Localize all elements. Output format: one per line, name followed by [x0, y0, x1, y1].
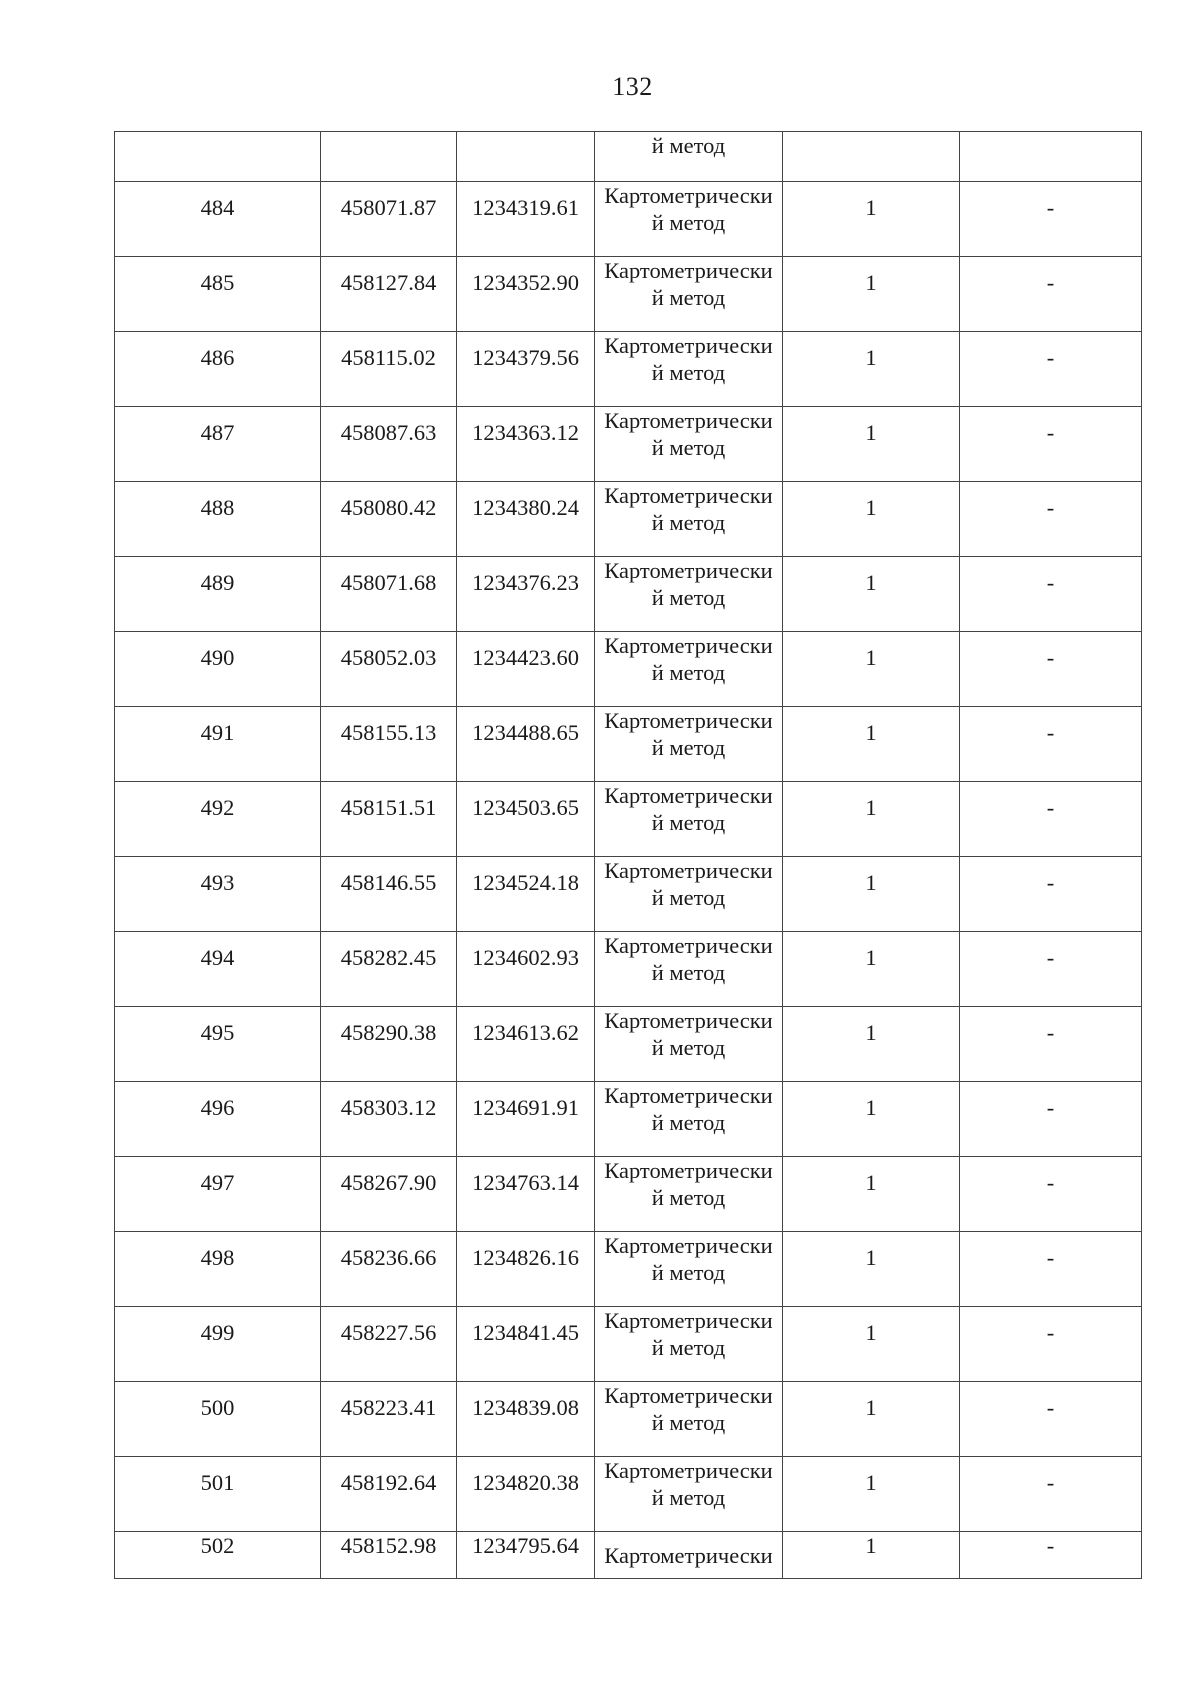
cell-note: - [960, 1382, 1142, 1457]
cell-method [595, 932, 783, 1007]
cell-y: 1234691.91 [457, 1082, 595, 1157]
table-row [115, 1307, 1142, 1382]
method-line-1: Картометрически [604, 1083, 773, 1108]
cell-method [595, 1007, 783, 1082]
method-line-2: й метод [651, 585, 726, 610]
cell-y: 1234839.08 [457, 1382, 595, 1457]
method-line-2: й метод [651, 210, 726, 235]
cell-method [595, 482, 783, 557]
cell-y: 1234524.18 [457, 857, 595, 932]
cell-y: 1234503.65 [457, 782, 595, 857]
cell-accuracy: 1 [783, 1532, 960, 1579]
table-row [115, 332, 1142, 407]
method-line-1: Картометрически [604, 1158, 773, 1183]
cell-note: - [960, 332, 1142, 407]
table-row [115, 632, 1142, 707]
cell-method [595, 632, 783, 707]
cell-x: 458152.98 [321, 1532, 457, 1579]
cell-note: - [960, 707, 1142, 782]
cell-note: - [960, 632, 1142, 707]
method-line-2: й метод [651, 1485, 726, 1510]
method-line-1: Картометрически [604, 1233, 773, 1258]
cell-point: 488 [115, 482, 321, 557]
cell-y [457, 132, 595, 182]
cell-y: 1234602.93 [457, 932, 595, 1007]
cell-x: 458155.13 [321, 707, 457, 782]
cell-y: 1234795.64 [457, 1532, 595, 1579]
cell-accuracy: 1 [783, 1082, 960, 1157]
table-body [115, 132, 1142, 1579]
table-row [115, 407, 1142, 482]
cell-x: 458071.68 [321, 557, 457, 632]
cell-note: - [960, 1457, 1142, 1532]
cell-point: 502 [115, 1532, 321, 1579]
cell-method [595, 132, 783, 182]
cell-accuracy: 1 [783, 482, 960, 557]
cell-method [595, 1157, 783, 1232]
cell-point: 486 [115, 332, 321, 407]
table-row [115, 1232, 1142, 1307]
cell-accuracy: 1 [783, 857, 960, 932]
method-line-2: й метод [651, 1410, 726, 1435]
cell-method [595, 1232, 783, 1307]
cell-point: 496 [115, 1082, 321, 1157]
cell-point: 495 [115, 1007, 321, 1082]
cell-note: - [960, 1232, 1142, 1307]
cell-point: 493 [115, 857, 321, 932]
cell-note: - [960, 857, 1142, 932]
cell-method [595, 1307, 783, 1382]
cell-method [595, 782, 783, 857]
cell-point: 498 [115, 1232, 321, 1307]
cell-accuracy: 1 [783, 557, 960, 632]
table-row [115, 1457, 1142, 1532]
method-line-1: Картометрически [604, 708, 773, 733]
table-row [115, 257, 1142, 332]
cell-point: 490 [115, 632, 321, 707]
cell-point: 487 [115, 407, 321, 482]
table-row [115, 482, 1142, 557]
cell-y: 1234820.38 [457, 1457, 595, 1532]
method-line-1: Картометрически [604, 1008, 773, 1033]
method-line-2: й метод [651, 1035, 726, 1060]
cell-method [595, 1532, 783, 1579]
cell-note: - [960, 932, 1142, 1007]
cell-accuracy: 1 [783, 1307, 960, 1382]
cell-method [595, 257, 783, 332]
cell-x: 458146.55 [321, 857, 457, 932]
cell-accuracy: 1 [783, 407, 960, 482]
cell-accuracy: 1 [783, 1232, 960, 1307]
cell-method [595, 332, 783, 407]
method-line-1: Картометрически [604, 933, 773, 958]
cell-accuracy: 1 [783, 182, 960, 257]
cell-y: 1234763.14 [457, 1157, 595, 1232]
cell-accuracy: 1 [783, 632, 960, 707]
cell-accuracy: 1 [783, 1007, 960, 1082]
cell-method [595, 407, 783, 482]
method-line-1: Картометрически [604, 1543, 773, 1568]
cell-note: - [960, 1532, 1142, 1579]
cell-y: 1234423.60 [457, 632, 595, 707]
cell-accuracy: 1 [783, 1382, 960, 1457]
cell-x: 458303.12 [321, 1082, 457, 1157]
cell-point: 485 [115, 257, 321, 332]
cell-note: - [960, 1007, 1142, 1082]
cell-point: 494 [115, 932, 321, 1007]
method-line-2: й метод [651, 1185, 726, 1210]
cell-point: 499 [115, 1307, 321, 1382]
cell-y: 1234363.12 [457, 407, 595, 482]
method-line-1: Картометрически [604, 408, 773, 433]
cell-note: - [960, 257, 1142, 332]
cell-point: 484 [115, 182, 321, 257]
method-line-2: й метод [651, 960, 726, 985]
cell-point: 501 [115, 1457, 321, 1532]
method-line-1: Картометрически [604, 258, 773, 283]
cell-note: - [960, 782, 1142, 857]
method-line-1: Картометрически [604, 558, 773, 583]
method-line-2: й метод [651, 1335, 726, 1360]
cell-accuracy: 1 [783, 932, 960, 1007]
cell-point: 497 [115, 1157, 321, 1232]
method-line-1: Картометрически [604, 333, 773, 358]
cell-method [595, 1457, 783, 1532]
cell-note: - [960, 1157, 1142, 1232]
cell-y: 1234319.61 [457, 182, 595, 257]
method-line-2: й метод [651, 660, 726, 685]
page-number: 132 [612, 72, 653, 101]
cell-x: 458282.45 [321, 932, 457, 1007]
method-line-2: й метод [651, 810, 726, 835]
method-line-2: й метод [651, 1260, 726, 1285]
table-row [115, 782, 1142, 857]
cell-method [595, 557, 783, 632]
table-row-last [115, 1532, 1142, 1579]
cell-note [960, 132, 1142, 182]
method-line-1: Картометрически [604, 1308, 773, 1333]
cell-point: 492 [115, 782, 321, 857]
method-line-2: й метод [651, 885, 726, 910]
cell-x: 458227.56 [321, 1307, 457, 1382]
cell-y: 1234380.24 [457, 482, 595, 557]
cell-y: 1234376.23 [457, 557, 595, 632]
cell-note: - [960, 1307, 1142, 1382]
method-line-2: й метод [651, 510, 726, 535]
continued-row [115, 132, 1142, 182]
method-line-2: й метод [651, 735, 726, 760]
cell-y: 1234613.62 [457, 1007, 595, 1082]
method-line-1: Картометрически [604, 183, 773, 208]
method-line-2: й метод [651, 360, 726, 385]
table-row [115, 1082, 1142, 1157]
cell-point: 491 [115, 707, 321, 782]
table-row [115, 1382, 1142, 1457]
table-row [115, 1157, 1142, 1232]
cell-x: 458151.51 [321, 782, 457, 857]
cell-accuracy: 1 [783, 1157, 960, 1232]
method-line-2: й метод [651, 1110, 726, 1135]
cell-x: 458127.84 [321, 257, 457, 332]
cell-accuracy: 1 [783, 257, 960, 332]
method-line-1: Картометрически [604, 783, 773, 808]
cell-accuracy: 1 [783, 332, 960, 407]
cell-y: 1234379.56 [457, 332, 595, 407]
cell-accuracy [783, 132, 960, 182]
cell-note: - [960, 1082, 1142, 1157]
table-row [115, 182, 1142, 257]
cell-x: 458115.02 [321, 332, 457, 407]
method-tail-text: й метод [651, 133, 726, 158]
cell-method [595, 1082, 783, 1157]
cell-x [321, 132, 457, 182]
table-row [115, 1007, 1142, 1082]
cell-point: 500 [115, 1382, 321, 1457]
method-line-1: Картометрически [604, 633, 773, 658]
cell-note: - [960, 407, 1142, 482]
cell-x: 458236.66 [321, 1232, 457, 1307]
cell-accuracy: 1 [783, 707, 960, 782]
cell-point: 489 [115, 557, 321, 632]
cell-x: 458080.42 [321, 482, 457, 557]
method-line-1: Картометрически [604, 1458, 773, 1483]
cell-x: 458290.38 [321, 1007, 457, 1082]
cell-x: 458223.41 [321, 1382, 457, 1457]
cell-accuracy: 1 [783, 782, 960, 857]
cell-accuracy: 1 [783, 1457, 960, 1532]
cell-y: 1234488.65 [457, 707, 595, 782]
cell-y: 1234826.16 [457, 1232, 595, 1307]
cell-x: 458192.64 [321, 1457, 457, 1532]
cell-x: 458052.03 [321, 632, 457, 707]
cell-method [595, 707, 783, 782]
cell-x: 458071.87 [321, 182, 457, 257]
table-row [115, 557, 1142, 632]
method-line-1: Картометрически [604, 858, 773, 883]
cell-x: 458087.63 [321, 407, 457, 482]
cell-note: - [960, 182, 1142, 257]
table-row [115, 707, 1142, 782]
cell-note: - [960, 557, 1142, 632]
cell-y: 1234352.90 [457, 257, 595, 332]
method-line-1: Картометрически [604, 1383, 773, 1408]
coordinates-table [114, 131, 1142, 1579]
cell-x: 458267.90 [321, 1157, 457, 1232]
cell-method [595, 857, 783, 932]
table-row [115, 857, 1142, 932]
coordinates-table-container [114, 131, 1141, 1579]
cell-method [595, 182, 783, 257]
cell-note: - [960, 482, 1142, 557]
table-row [115, 932, 1142, 1007]
cell-method [595, 1382, 783, 1457]
method-line-2: й метод [651, 435, 726, 460]
method-line-2: й метод [651, 285, 726, 310]
method-line-1: Картометрически [604, 483, 773, 508]
cell-point [115, 132, 321, 182]
cell-y: 1234841.45 [457, 1307, 595, 1382]
